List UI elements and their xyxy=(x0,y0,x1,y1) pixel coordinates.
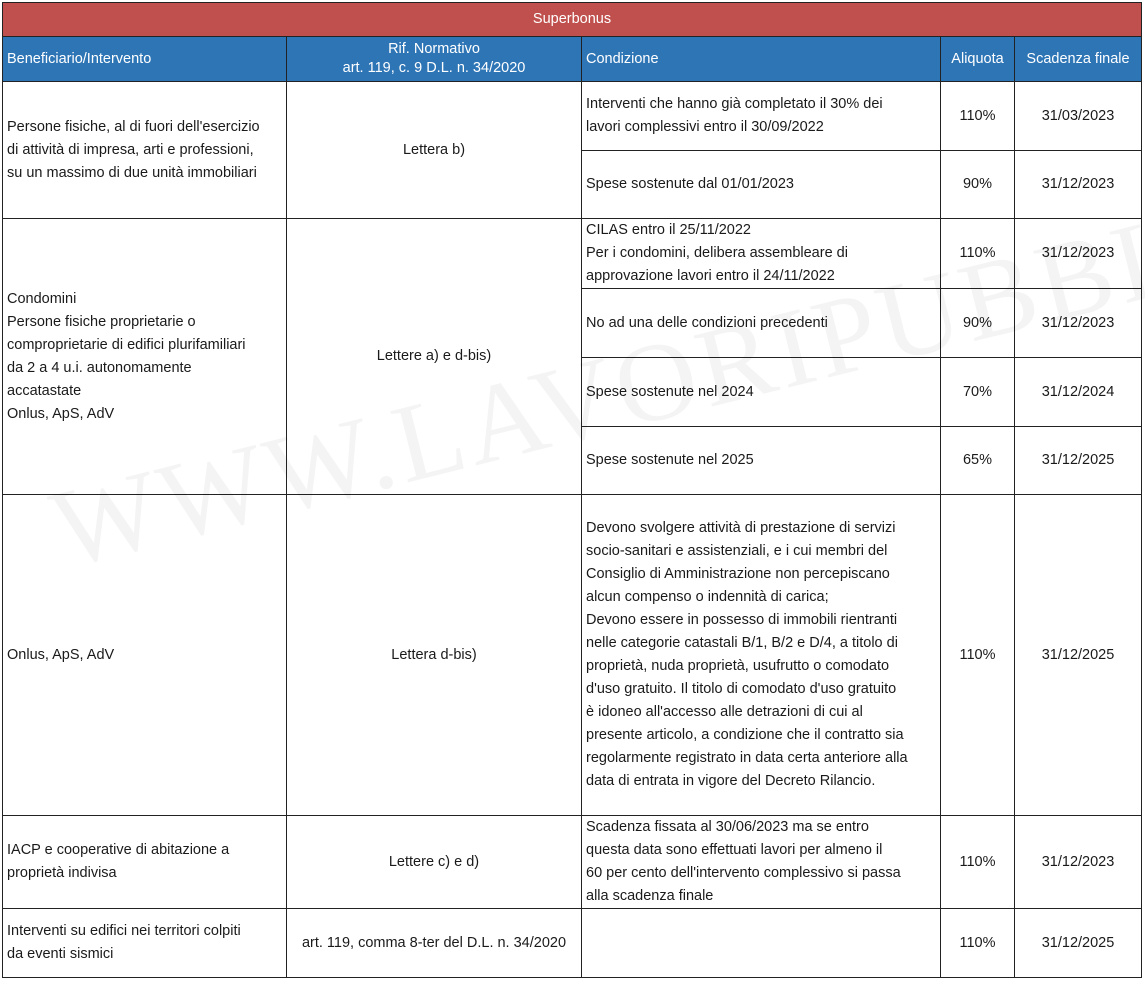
cell-condizione: Scadenza fissata al 30/06/2023 ma se entro questa data sono effettuati lavori per almeno il 60 per cento dell'intervento complessivo si passa alla scadenza finale xyxy=(582,816,941,909)
cell-scadenza: 31/12/2023 xyxy=(1015,289,1142,358)
cell-rif: Lettere c) e d) xyxy=(287,816,582,909)
cell-condizione: No ad una delle condizioni precedenti xyxy=(582,289,941,358)
table-row xyxy=(3,82,1142,151)
cell-condizione: Interventi che hanno già completato il 30% dei lavori complessivi entro il 30/09/2022 xyxy=(582,82,941,151)
superbonus-table xyxy=(2,2,1142,978)
cell-condizione: Spese sostenute dal 01/01/2023 xyxy=(582,151,941,219)
cell-aliquota: 90% xyxy=(941,289,1015,358)
cell-beneficiario: Persone fisiche, al di fuori dell'esercizio di attività di impresa, arti e professioni, su un massimo di due unità immobiliari xyxy=(3,82,287,219)
header-beneficiario: Beneficiario/Intervento xyxy=(3,37,287,82)
cell-scadenza: 31/03/2023 xyxy=(1015,82,1142,151)
cell-condizione: Devono svolgere attività di prestazione di servizi socio-sanitari e assistenziali, e i cui membri del Consiglio di Amministrazione non percepiscano alcun compenso o indennità di carica; Devono essere in possesso di immobili rientranti nelle categorie catastali B/1, B/2 e D/4, a titolo di proprietà, nuda proprietà, usufrutto o comodato d'uso gratuito. Il titolo di comodato d'uso gratuito è idoneo all'accesso alle detrazioni di cui al presente articolo, a condizione che il contratto sia regolarmente registrato in data certa anteriore alla data di entrata in vigore del Decreto Rilancio. xyxy=(582,495,941,816)
cell-aliquota: 65% xyxy=(941,427,1015,495)
table-row xyxy=(3,495,1142,816)
cell-scadenza: 31/12/2023 xyxy=(1015,219,1142,289)
header-scadenza: Scadenza finale xyxy=(1015,37,1142,82)
cell-scadenza: 31/12/2024 xyxy=(1015,358,1142,427)
header-aliquota: Aliquota xyxy=(941,37,1015,82)
cell-rif: art. 119, comma 8-ter del D.L. n. 34/2020 xyxy=(287,909,582,978)
cell-aliquota: 110% xyxy=(941,82,1015,151)
cell-rif: Lettera b) xyxy=(287,82,582,219)
cell-aliquota: 90% xyxy=(941,151,1015,219)
header-rif-normativo xyxy=(287,37,582,82)
cell-scadenza: 31/12/2025 xyxy=(1015,909,1142,978)
cell-condizione: Spese sostenute nel 2025 xyxy=(582,427,941,495)
cell-aliquota: 110% xyxy=(941,495,1015,816)
cell-condizione: Spese sostenute nel 2024 xyxy=(582,358,941,427)
cell-beneficiario: Onlus, ApS, AdV xyxy=(3,495,287,816)
header-rif-line1: Rif. Normativo xyxy=(388,41,480,57)
cell-beneficiario: Condomini Persone fisiche proprietarie o comproprietarie di edifici plurifamiliari da 2 a 4 u.i. autonomamente accatastate Onlus, ApS, AdV xyxy=(3,219,287,495)
table-row xyxy=(3,816,1142,909)
cell-rif: Lettere a) e d-bis) xyxy=(287,219,582,495)
table-title: Superbonus xyxy=(3,3,1142,37)
header-rif-line2: art. 119, c. 9 D.L. n. 34/2020 xyxy=(342,60,526,76)
cell-aliquota: 70% xyxy=(941,358,1015,427)
cell-rif: Lettera d-bis) xyxy=(287,495,582,816)
cell-scadenza: 31/12/2023 xyxy=(1015,816,1142,909)
table-row xyxy=(3,219,1142,289)
cell-aliquota: 110% xyxy=(941,909,1015,978)
cell-beneficiario: Interventi su edifici nei territori colpiti da eventi sismici xyxy=(3,909,287,978)
cell-scadenza: 31/12/2023 xyxy=(1015,151,1142,219)
header-condizione: Condizione xyxy=(582,37,941,82)
cell-beneficiario: IACP e cooperative di abitazione a proprietà indivisa xyxy=(3,816,287,909)
cell-aliquota: 110% xyxy=(941,816,1015,909)
cell-condizione: CILAS entro il 25/11/2022 Per i condomini, delibera assembleare di approvazione lavori entro il 24/11/2022 xyxy=(582,219,941,289)
cell-aliquota: 110% xyxy=(941,219,1015,289)
cell-condizione xyxy=(582,909,941,978)
cell-scadenza: 31/12/2025 xyxy=(1015,495,1142,816)
cell-scadenza: 31/12/2025 xyxy=(1015,427,1142,495)
table-row xyxy=(3,909,1142,978)
